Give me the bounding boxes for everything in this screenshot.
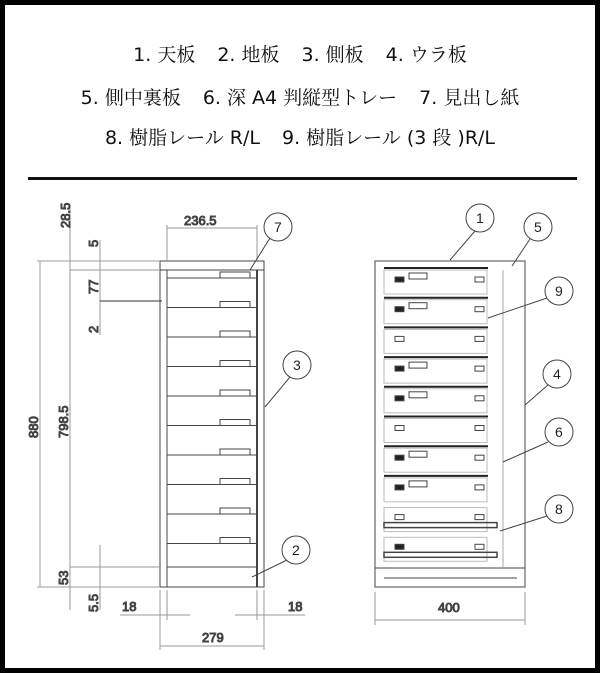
tray-label	[409, 273, 427, 279]
index-label	[220, 449, 250, 455]
side-view	[26, 203, 311, 650]
dim-total-depth: 279	[202, 630, 224, 645]
svg-text:5: 5	[534, 219, 542, 235]
index-label	[220, 272, 250, 278]
tray-handle-right	[475, 366, 484, 371]
dim-inner-width: 236.5	[184, 213, 217, 228]
index-label	[220, 508, 250, 514]
tray-handle-left	[395, 515, 404, 520]
tray-handle-right	[475, 307, 484, 312]
dim-left-side: 18	[122, 599, 137, 614]
tray-handle-right	[475, 515, 484, 520]
dim-right-side: 18	[288, 599, 303, 614]
legend-item: 3. 側板	[301, 44, 364, 66]
callout-8	[500, 495, 573, 531]
svg-text:1: 1	[476, 210, 484, 226]
tray-handle-left	[395, 485, 404, 490]
legend-item: 1. 天板	[133, 44, 196, 66]
tray-handle-right	[475, 336, 484, 341]
legend-item: 5. 側中裏板	[80, 87, 181, 109]
index-label	[220, 479, 250, 485]
tray-handle-right	[475, 426, 484, 431]
index-label	[220, 331, 250, 337]
dim-gap: 2	[86, 325, 101, 333]
tray-handle-left	[395, 366, 404, 371]
dim-pitch: 77	[86, 279, 101, 294]
legend-item: 2. 地板	[217, 44, 280, 66]
resin-rail	[384, 552, 497, 557]
tray-label	[409, 303, 427, 309]
svg-text:8: 8	[555, 501, 563, 517]
tray-handle-right	[475, 455, 484, 460]
tray-label	[409, 481, 427, 487]
tray-handle-left	[395, 426, 404, 431]
index-label	[220, 538, 250, 544]
dim-top-board: 5	[86, 239, 101, 247]
tray-handle-right	[475, 544, 484, 549]
dim-inner-height: 798.5	[56, 405, 71, 438]
legend-item: 7. 見出し紙	[419, 87, 520, 109]
index-label	[220, 361, 250, 367]
tray-label	[409, 362, 427, 368]
svg-text:7: 7	[274, 219, 282, 235]
tray-handle-right	[475, 277, 484, 282]
legend-item: 9. 樹脂レール (3 段 )R/L	[282, 127, 496, 149]
svg-text:3: 3	[293, 357, 301, 373]
legend-item: 8. 樹脂レール R/L	[104, 127, 260, 149]
callout-1	[450, 204, 494, 260]
callout-2	[252, 536, 310, 577]
dim-base-height: 53	[56, 570, 71, 585]
index-label	[220, 420, 250, 426]
dim-bottom-offset: 5.5	[86, 593, 101, 612]
tray-handle-left	[395, 336, 404, 341]
tray-label	[409, 451, 427, 457]
index-label	[220, 390, 250, 396]
index-label	[220, 302, 250, 308]
svg-text:2: 2	[292, 542, 300, 558]
svg-text:4: 4	[553, 366, 561, 382]
callout-4	[525, 360, 571, 405]
tray-handle-left	[395, 396, 404, 401]
tray-handle-left	[395, 544, 404, 549]
tray-handle-left	[395, 277, 404, 282]
callout-5	[512, 213, 552, 266]
tray-handle-right	[475, 396, 484, 401]
svg-text:6: 6	[555, 424, 563, 440]
tray-handle-left	[395, 455, 404, 460]
legend-item: 4. ウラ板	[385, 44, 467, 66]
cabinet-outline	[160, 261, 264, 587]
tray-label	[409, 392, 427, 398]
dim-total-height: 880	[26, 416, 41, 438]
dim-total-width: 400	[438, 600, 460, 615]
tray-handle-left	[395, 307, 404, 312]
dim-top-offset: 28.5	[58, 202, 73, 228]
legend-item: 6. 深 A4 判縦型トレー	[202, 87, 398, 109]
callout-6	[503, 418, 573, 462]
resin-rail	[384, 523, 497, 528]
front-view	[375, 204, 573, 625]
tray-handle-right	[475, 485, 484, 490]
svg-text:9: 9	[555, 283, 563, 299]
callout-9	[488, 277, 573, 318]
callout-3	[265, 351, 311, 407]
